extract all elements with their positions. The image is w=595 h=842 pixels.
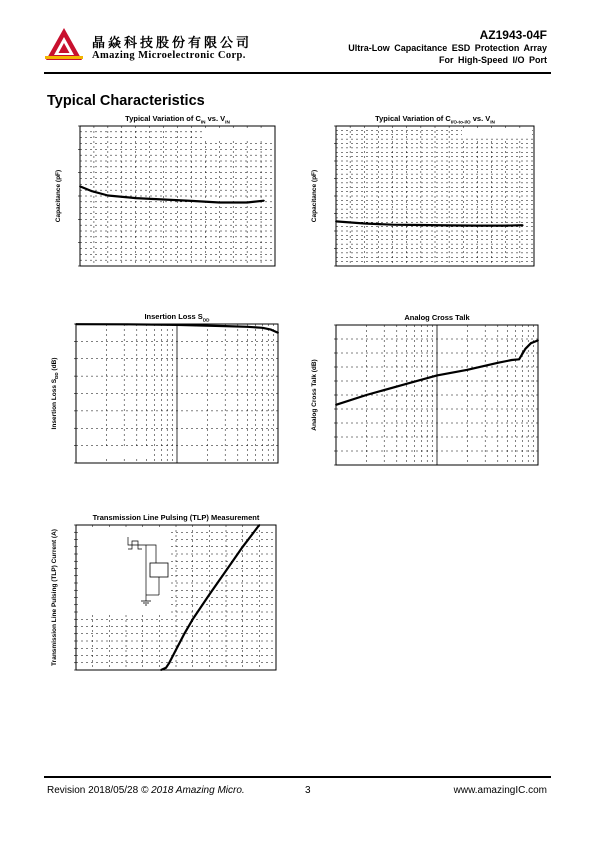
data-point [524,348,526,350]
data-point [90,190,92,192]
data-point [505,225,507,227]
data-point [191,200,193,202]
annotation-box [203,128,273,138]
data-series-line [80,186,264,202]
data-point [363,223,365,225]
data-point [165,667,167,669]
y-axis-label: Capacitance (pF) [311,169,318,223]
data-point [335,220,337,222]
revision-date: Revision 2018/05/28 [47,785,139,796]
company-name-chinese: 晶焱科技股份有限公司 [92,36,253,51]
amazing-triangle-logo-icon [45,26,83,62]
data-point [477,225,479,227]
data-point [183,633,185,635]
y-axis-label: Insertion Loss $S_{DD}$ (dB) [51,357,59,430]
data-point [225,570,227,572]
y-axis-label: Capacitance (pF) [55,169,62,223]
data-point [123,323,125,325]
part-number: AZ1943-04F [479,28,547,42]
y-axis-label: Transmission Line Pulsing (TLP) Current (A) [51,529,58,666]
data-point [406,383,408,385]
data-point [261,327,263,329]
data-point [436,375,438,377]
annotation-box [80,446,150,457]
data-point [224,325,226,327]
data-point [218,202,220,204]
cross-talk-chart [300,307,550,492]
grid-lines [336,126,534,266]
section-title: Typical Characteristics [47,93,205,109]
data-point [530,342,532,344]
page-number: 3 [305,785,311,796]
data-point [208,594,210,596]
data-point [242,546,244,548]
cin-capacitance-chart [40,108,290,293]
data-point [176,324,178,326]
insertion-loss-chart [40,307,290,492]
dut-box [150,563,168,577]
data-point [392,224,394,226]
chart-title: Analog Cross Talk [404,313,470,322]
data-point [420,224,422,226]
copyright-notice: © 2018 Amazing Micro. [140,785,245,796]
tlp-inset-diagram [78,527,170,613]
data-point [335,404,337,406]
footer-divider [44,776,551,778]
footer-revision [47,785,245,796]
y-axis-label: Analog Cross Talk (dB) [311,359,318,431]
data-point [135,197,137,199]
data-point [246,202,248,204]
product-description: Ultra-Low Capacitance ESD Protection Array [348,43,547,53]
data-point [263,200,265,202]
company-name-english: Amazing Microelectronic Corp. [92,50,246,61]
annotation-box [462,128,532,138]
data-point [247,326,249,328]
product-application: For High-Speed I/O Port [438,55,547,65]
chart-title: Typical Variation of $C_{IN}$ vs. $V_{IN}$ [125,114,230,125]
data-point [79,186,81,188]
tlp-measurement-chart [40,508,290,693]
data-point [511,359,513,361]
chart-title: Typical Variation of $C_{I/O-to-I/O}$ vs. $V_{IN}$ [375,114,495,125]
website-link[interactable]: www.amazingIC.com [453,785,547,796]
data-point [467,369,469,371]
data-point [366,394,368,396]
data-point [537,340,539,342]
data-point [175,649,177,651]
header-divider [44,72,551,74]
data-point [518,358,520,360]
data-point [163,199,165,201]
data-point [160,669,162,671]
data-point [107,195,109,197]
data-point [192,618,194,620]
data-point [497,362,499,364]
data-point [522,224,524,226]
data-point [75,323,77,325]
data-point [258,524,260,526]
data-point [277,332,279,334]
data-series-line [161,525,259,670]
chart-title: Transmission Line Pulsing (TLP) Measurement [92,513,260,522]
grid-lines [76,324,278,463]
data-point [270,329,272,331]
cio-capacitance-chart [300,108,550,293]
data-point [448,225,450,227]
data-point [168,662,170,664]
chart-title: Insertion Loss $S_{DD}$ [144,312,210,323]
